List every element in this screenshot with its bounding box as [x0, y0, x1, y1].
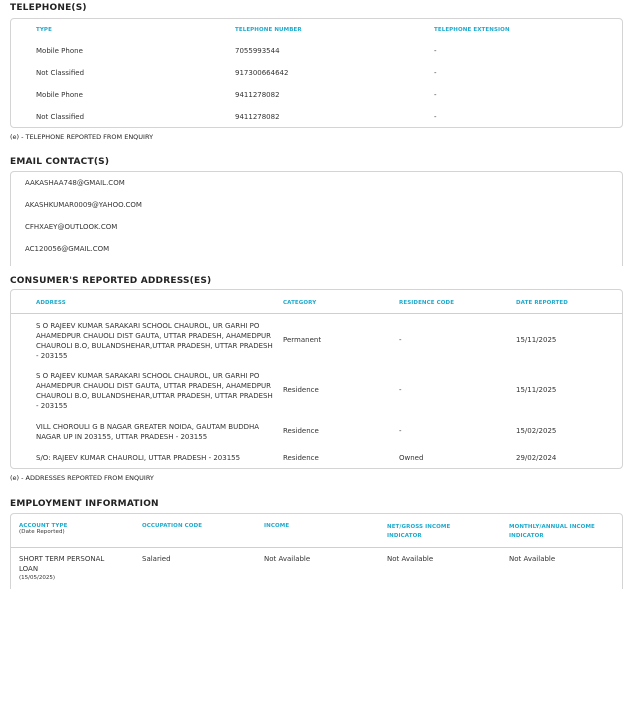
- employment-heading: EMPLOYMENT INFORMATION: [10, 499, 159, 509]
- col-header-category: CATEGORY: [283, 300, 317, 306]
- col-header-net-gross: NET/GROSS INCOME INDICATOR: [387, 524, 451, 539]
- address-residence-code: -: [399, 386, 402, 394]
- phone-type: Mobile Phone: [36, 47, 83, 55]
- col-header-account-type: [19, 523, 129, 535]
- col-header-date-reported: DATE REPORTED: [516, 300, 568, 306]
- address-category: Residence: [283, 427, 319, 435]
- address-text: S/O: RAJEEV KUMAR CHAUROLI, UTTAR PRADESH - 203155: [36, 454, 241, 462]
- phone-number: 9411278082: [235, 113, 280, 121]
- col-header-type: TYPE: [36, 27, 52, 33]
- address-text: S O RAJEEV KUMAR SARAKARI SCHOOL CHAUROL, UR GARHI PO AHAMEDPUR CHAUOLI DIST GAUTA, UTTAR PRADESH, AHAMEDPUR CHAUROLI B.O, BULANDSHEHAR,UTTAR PRADESH, UTTAR PRADESH - 203155: [36, 372, 273, 410]
- col-header-account-type-label: ACCOUNT TYPE: [19, 523, 68, 529]
- header-divider: [11, 313, 622, 314]
- list-item: CFHXAEY@OUTLOOK.COM: [25, 223, 118, 231]
- monthly-annual-indicator: Not Available: [509, 555, 556, 563]
- phone-type: Not Classified: [36, 69, 85, 77]
- addresses-heading: CONSUMER'S REPORTED ADDRESS(ES): [10, 276, 212, 286]
- header-divider: [11, 547, 622, 548]
- addresses-note: (e) - ADDRESSES REPORTED FROM ENQUIRY: [10, 474, 154, 482]
- phone-number: 9411278082: [235, 91, 280, 99]
- col-header-extension: TELEPHONE EXTENSION: [434, 27, 510, 33]
- phone-number: 917300664642: [235, 69, 289, 77]
- list-item: AAKASHAA748@GMAIL.COM: [25, 179, 125, 187]
- telephones-heading: TELEPHONE(S): [10, 3, 87, 13]
- emails-list: [10, 171, 623, 266]
- phone-number: 7055993544: [235, 47, 280, 55]
- addresses-table: [10, 289, 623, 469]
- phone-extension: -: [434, 91, 437, 99]
- address-text: VILL CHOROULI G B NAGAR GREATER NOIDA, GAUTAM BUDDHA NAGAR UP IN 203155, UTTAR PRADESH - 203155: [36, 423, 260, 441]
- address-text: S O RAJEEV KUMAR SARAKARI SCHOOL CHAUROL, UR GARHI PO AHAMEDPUR CHAUOLI DIST GAUTA, UTTAR PRADESH, AHAMEDPUR CHAUROLI B.O, BULANDSHEHAR,UTTAR PRADESH, UTTAR PRADESH - 203155: [36, 322, 273, 360]
- income: Not Available: [264, 555, 311, 563]
- col-header-monthly-annual: MONTHLY/ANNUAL INCOME INDICATOR: [509, 524, 595, 539]
- account-type: SHORT TERM PERSONAL LOAN: [19, 555, 105, 573]
- address-residence-code: -: [399, 427, 402, 435]
- col-header-income: INCOME: [264, 523, 290, 529]
- list-item: AKASHKUMAR0009@YAHOO.COM: [25, 201, 142, 209]
- employment-table: [10, 513, 623, 589]
- col-header-date-reported: (Date Reported): [19, 529, 65, 535]
- phone-type: Mobile Phone: [36, 91, 83, 99]
- col-header-number: TELEPHONE NUMBER: [235, 27, 302, 33]
- list-item: AC120056@GMAIL.COM: [25, 245, 110, 253]
- address-date: 15/02/2025: [516, 427, 557, 435]
- phone-extension: -: [434, 47, 437, 55]
- address-date: 29/02/2024: [516, 454, 557, 462]
- col-header-occupation-code: OCCUPATION CODE: [142, 523, 203, 529]
- net-gross-indicator: Not Available: [387, 555, 434, 563]
- phone-extension: -: [434, 69, 437, 77]
- emails-heading: EMAIL CONTACT(S): [10, 157, 110, 167]
- address-category: Residence: [283, 454, 319, 462]
- telephones-table: [10, 18, 623, 128]
- address-date: 15/11/2025: [516, 386, 557, 394]
- phone-extension: -: [434, 113, 437, 121]
- phone-type: Not Classified: [36, 113, 85, 121]
- col-header-residence-code: RESIDENCE CODE: [399, 300, 455, 306]
- address-date: 15/11/2025: [516, 336, 557, 344]
- address-residence-code: Owned: [399, 454, 424, 462]
- address-category: Residence: [283, 386, 319, 394]
- address-residence-code: -: [399, 336, 402, 344]
- account-date: (15/05/2025): [19, 575, 55, 581]
- telephones-note: (e) - TELEPHONE REPORTED FROM ENQUIRY: [10, 133, 154, 141]
- col-header-address: ADDRESS: [36, 300, 66, 306]
- occupation: Salaried: [142, 555, 171, 563]
- address-category: Permanent: [283, 336, 322, 344]
